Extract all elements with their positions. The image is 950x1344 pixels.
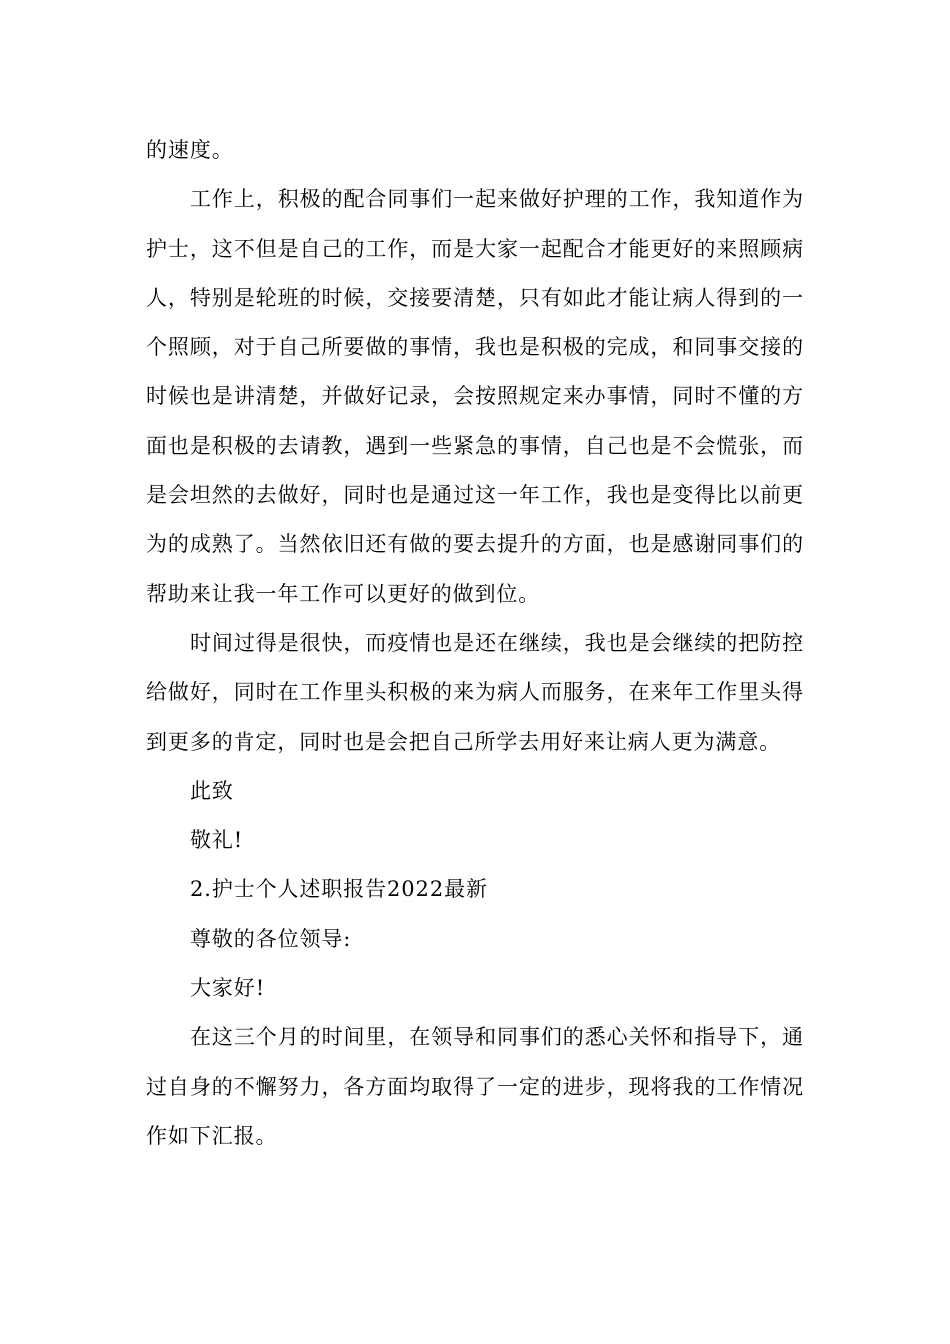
paragraph-intro: 在这三个月的时间里，在领导和同事们的悉心关怀和指导下，通过自身的不懈努力，各方面均取得了一定的进步，现将我的工作情况作如下汇报。 — [146, 1025, 804, 1148]
paragraph-continuation: 的速度。 — [146, 138, 234, 162]
letter-greeting-recipient: 尊敬的各位领导: — [190, 926, 352, 951]
closing-regards: 敬礼! — [190, 828, 244, 853]
closing-salutation: 此致 — [190, 778, 234, 803]
section-heading: 2.护士个人述职报告2022最新 — [190, 877, 488, 902]
paragraph-teamwork: 工作上，积极的配合同事们一起来做好护理的工作，我知道作为护士，这不但是自己的工作，而是大家一起配合才能更好的来照顾病人，特别是轮班的时候，交接要清楚，只有如此才能让病人得到的一个照顾，对于自己所要做的事情，我也是积极的完成，和同事交接的时候也是讲清楚，并做好记录，会按照规定来办事情，同时不懂的方面也是积极的去请教，遇到一些紧急的事情，自己也是不会慌张，而是会坦然的去做好，同时也是通过这一年工作，我也是变得比以前更为的成熟了。当然依旧还有做的要去提升的方面，也是感谢同事们的帮助来让我一年工作可以更好的做到位。 — [146, 187, 804, 606]
document-body — [146, 126, 804, 1161]
letter-greeting: 大家好! — [190, 976, 266, 1001]
paragraph-outlook: 时间过得是很快，而疫情也是还在继续，我也是会继续的把防控给做好，同时在工作里头积极的来为病人而服务，在来年工作里头得到更多的肯定，同时也是会把自己所学去用好来让病人更为满意。 — [146, 630, 804, 754]
